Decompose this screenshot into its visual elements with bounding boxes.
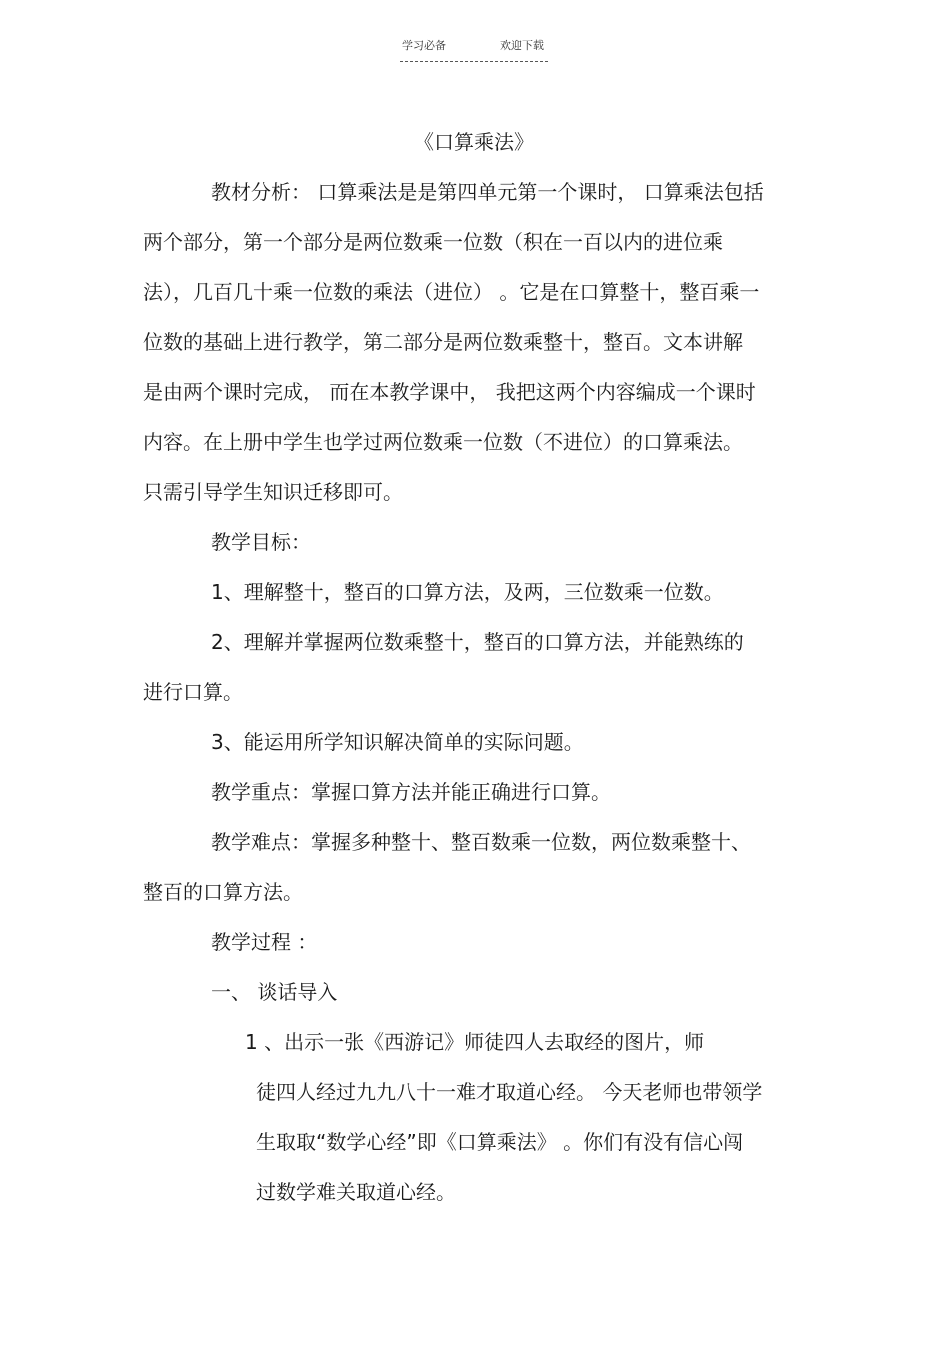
- text-line: 法），几百几十乘一位数的乘法（进位） 。它是在口算整十，整百乘一: [143, 280, 760, 304]
- text-line: 内容。在上册中学生也学过两位数乘一位数（不进位）的口算乘法。: [143, 430, 743, 454]
- list-item: 2、理解并掌握两位数乘整十，整百的口算方法，并能熟练的: [211, 630, 744, 654]
- header-left-text: 学习必备: [402, 39, 446, 52]
- text-line: 教学重点：掌握口算方法并能正确进行口算。: [211, 780, 611, 804]
- section-heading: 教学目标：: [211, 530, 311, 554]
- list-item: 1 、出示一张《西游记》师徒四人去取经的图片，师: [245, 1030, 705, 1054]
- document-title: 《口算乘法》: [414, 130, 534, 154]
- page-header: [400, 38, 548, 62]
- text-line: 徒四人经过九九八十一难才取道心经。 今天老师也带领学: [256, 1080, 763, 1104]
- text-line: 只需引导学生知识迁移即可。: [143, 480, 403, 504]
- header-right-text: 欢迎下载: [500, 39, 544, 52]
- text-line: 两个部分，第一个部分是两位数乘一位数（积在一百以内的进位乘: [143, 230, 723, 254]
- text-line: 是由两个课时完成， 而在本教学课中， 我把这两个内容编成一个课时: [143, 380, 756, 404]
- subsection-heading: 一、 谈话导入: [211, 980, 338, 1004]
- list-item: 3、能运用所学知识解决简单的实际问题。: [211, 730, 584, 754]
- list-item: 1、理解整十，整百的口算方法，及两，三位数乘一位数。: [211, 580, 724, 604]
- text-line: 过数学难关取道心经。: [256, 1180, 456, 1204]
- text-line: 进行口算。: [143, 680, 243, 704]
- section-heading: 教学过程 ：: [211, 930, 318, 954]
- text-line: 位数的基础上进行教学，第二部分是两位数乘整十，整百。文本讲解: [143, 330, 743, 354]
- text-line: 整百的口算方法。: [143, 880, 303, 904]
- text-line: 教材分析： 口算乘法是是第四单元第一个课时， 口算乘法包括: [211, 180, 764, 204]
- text-line: 生取取“数学心经”即《口算乘法》 。你们有没有信心闯: [256, 1130, 744, 1154]
- text-line: 教学难点：掌握多种整十、整百数乘一位数，两位数乘整十、: [211, 830, 751, 854]
